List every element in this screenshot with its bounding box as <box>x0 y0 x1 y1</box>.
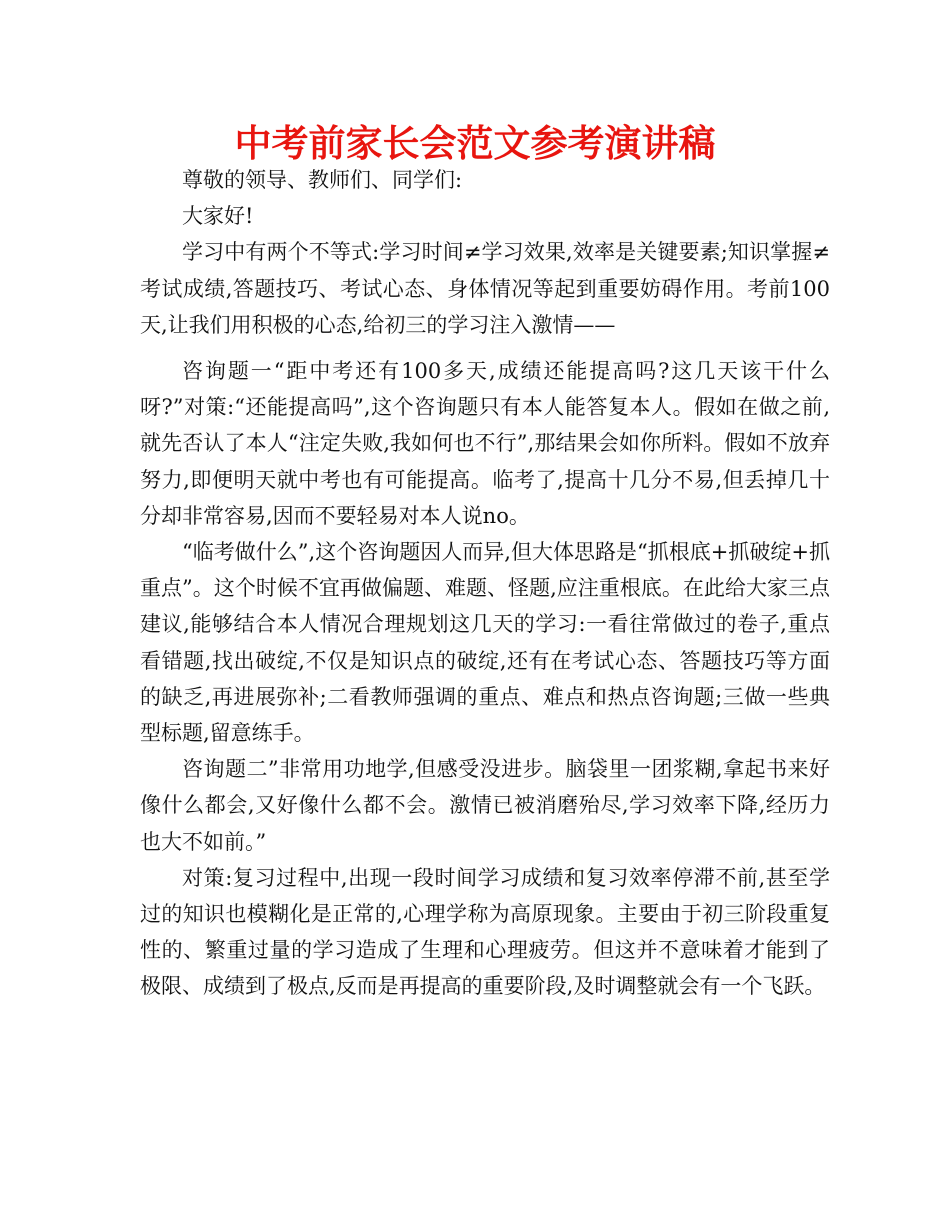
exam-prep-paragraph: “临考做什么”,这个咨询题因人而异,但大体思路是“抓根底+抓破绽+抓重点”。这个时候不宜再做偏题、难题、怪题,应注重根底。在此给大家三点建议,能够结合本人情况合理规划这几天的学习:一看往常做过的卷子,重点看错题,找出破绽,不仅是知识点的破绽,还有在考试心态、答题技巧等方面的缺乏,再进展弥补;二看教师强调的重点、难点和热点咨询题;三做一些典型标题,留意练手。 <box>140 540 830 746</box>
question-one-paragraph: 咨询题一“距中考还有100多天,成绩还能提高吗?这几天该干什么呀?”对策:“还能提高吗”,这个咨询题只有本人能答复本人。假如在做之前,就先否认了本人“注定失败,我如何也不行”,那结果会如你所料。假如不放弃努力,即便明天就中考也有可能提高。临考了,提高十几分不易,但丢掉几十分却非常容易,因而不要轻易对本人说no。 <box>140 359 830 528</box>
document-title: 中考前家长会范文参考演讲稿 <box>234 122 716 165</box>
document-body <box>140 162 830 1005</box>
strategy-paragraph: 对策:复习过程中,出现一段时间学习成绩和复习效率停滞不前,甚至学过的知识也模糊化是正常的,心理学称为高原现象。主要由于初三阶段重复性的、繁重过量的学习造成了生理和心理疲劳。但这并不意味着才能到了极限、成绩到了极点,反而是再提高的重要阶段,及时调整就会有一个飞跃。 <box>140 865 830 999</box>
salutation-paragraph: 尊敬的领导、教师们、同学们: <box>182 168 463 192</box>
intro-paragraph: 学习中有两个不等式:学习时间≠学习效果,效率是关键要素;知识掌握≠考试成绩,答题技巧、考试心态、身体情况等起到重要妨碍作用。考前100天,让我们用积极的心态,给初三的学习注入激情—— <box>140 240 830 337</box>
greeting-paragraph: 大家好! <box>182 204 254 229</box>
question-two-paragraph: 咨询题二”非常用功地学,但感受没进步。脑袋里一团浆糊,拿起书来好像什么都会,又好像什么都不会。激情已被消磨殆尽,学习效率下降,经历力也大不如前。” <box>140 757 830 854</box>
